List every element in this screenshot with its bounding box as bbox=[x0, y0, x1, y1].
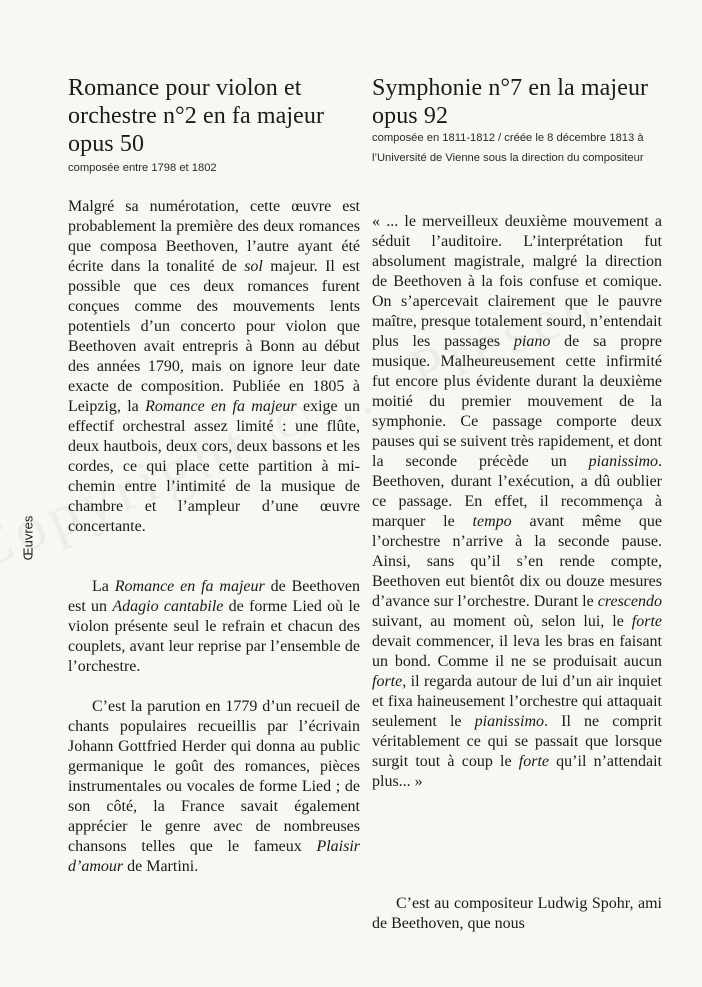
italic-term: pianissimo bbox=[588, 453, 658, 470]
italic-term: Romance en fa majeur bbox=[114, 578, 265, 595]
italic-term: pianissimo bbox=[474, 713, 544, 730]
left-paragraph-3: C’est la parution en 1779 d’un recueil de chants populaires recueillis par l’écrivain Johann Gottfried Herder qui donna au public germanique le goût des romances, pièces instrumentales ou vocales de forme Lied ; de son côté, la France savait également apprécier le genre avec de nombreuses chansons telles que le fameux Plaisir d’amour de Martini. bbox=[68, 698, 360, 875]
left-paragraph-2: La Romance en fa majeur de Beethoven est un Adagio cantabile de forme Lied où le violon présente seul le refrain et chacun des couplets, avant leur reprise par l’ensemble de l’orchestre. bbox=[68, 578, 361, 675]
section-label: Œuvres bbox=[20, 515, 36, 561]
right-title: Symphonie n°7 en la majeur opus 92 bbox=[372, 75, 649, 129]
italic-term: tempo bbox=[472, 513, 512, 530]
italic-term: forte bbox=[631, 613, 662, 630]
italic-term: Plaisir d’amour bbox=[68, 838, 360, 875]
left-paragraph-1: Malgré sa numérotation, cette œuvre est probablement la première des deux romances que composa Beethoven, l’autre ayant été écrite dans la tonalité de sol majeur. Il est possible que ces deux romances furent conçues comme des mouvements lents potentiels d’un concerto pour violon que Beethoven avait entrepris à Bonn au début des années 1790, mais on ignore leur date exacte de composition. Publiée en 1805 à Leipzig, la Romance en fa majeur exige un effectif orchestral assez limité : une flûte, deux hautbois, deux cors, deux bassons et les cordes, ce qui place cette partition à mi-chemin entre l’intimité de la musique de chambre et l’ampleur d’une œuvre concertante. bbox=[68, 198, 360, 535]
italic-term: forte bbox=[372, 673, 403, 690]
italic-term: Romance en fa majeur bbox=[145, 398, 297, 415]
left-title: Romance pour violon et orchestre n°2 en fa majeur opus 50 bbox=[68, 75, 325, 157]
italic-term: crescendo bbox=[597, 593, 662, 610]
italic-term: Adagio cantabile bbox=[112, 598, 224, 615]
right-subtitle: composée en 1811-1812 / créée le 8 décembre 1813 à l’Université de Vienne sous la direction du compositeur bbox=[372, 132, 644, 164]
left-subtitle: composée entre 1798 et 1802 bbox=[68, 162, 217, 174]
right-paragraph-1: « ... le merveilleux deuxième mouvement a séduit l’auditoire. L’interprétation fut absolument magistrale, malgré la direction de Beethoven à la fois confuse et comique. On s’apercevait clairement que le pauvre maître, presque totalement sourd, n’entendait plus les passages piano de sa propre musique. Malheureusement cette infirmité fut encore plus évidente durant la deuxième moitié du premier mouvement de la symphonie. Ce passage comporte deux pauses qui se suivent très rapidement, et dont la seconde précède un pianissimo. Beethoven, durant l’exécution, a dû oublier ce passage. En effet, il recommença à marquer le tempo avant même que l’orchestre n’arrive à la seconde pause. Ainsi, sans qu’il s’en rende compte, Beethoven eut bientôt dix ou douze mesures d’avance sur l’orchestre. Durant le crescendo suivant, au moment où, selon lui, le forte devait commencer, il leva les bras en faisant un bond. Comme il ne se produisait aucun forte, il regarda autour de lui d’un air inquiet et fixa haineusement l’orchestre qui attaquait seulement le pianissimo. Il ne comprit véritablement ce qui se passait que lorsque surgit tout à coup le forte qu’il n’attendait plus... » bbox=[372, 213, 663, 790]
italic-term: sol bbox=[244, 258, 263, 275]
right-paragraph-2: C’est au compositeur Ludwig Spohr, ami de Beethoven, que nous bbox=[372, 895, 662, 932]
italic-term: piano bbox=[513, 333, 551, 350]
italic-term: forte bbox=[518, 753, 549, 770]
